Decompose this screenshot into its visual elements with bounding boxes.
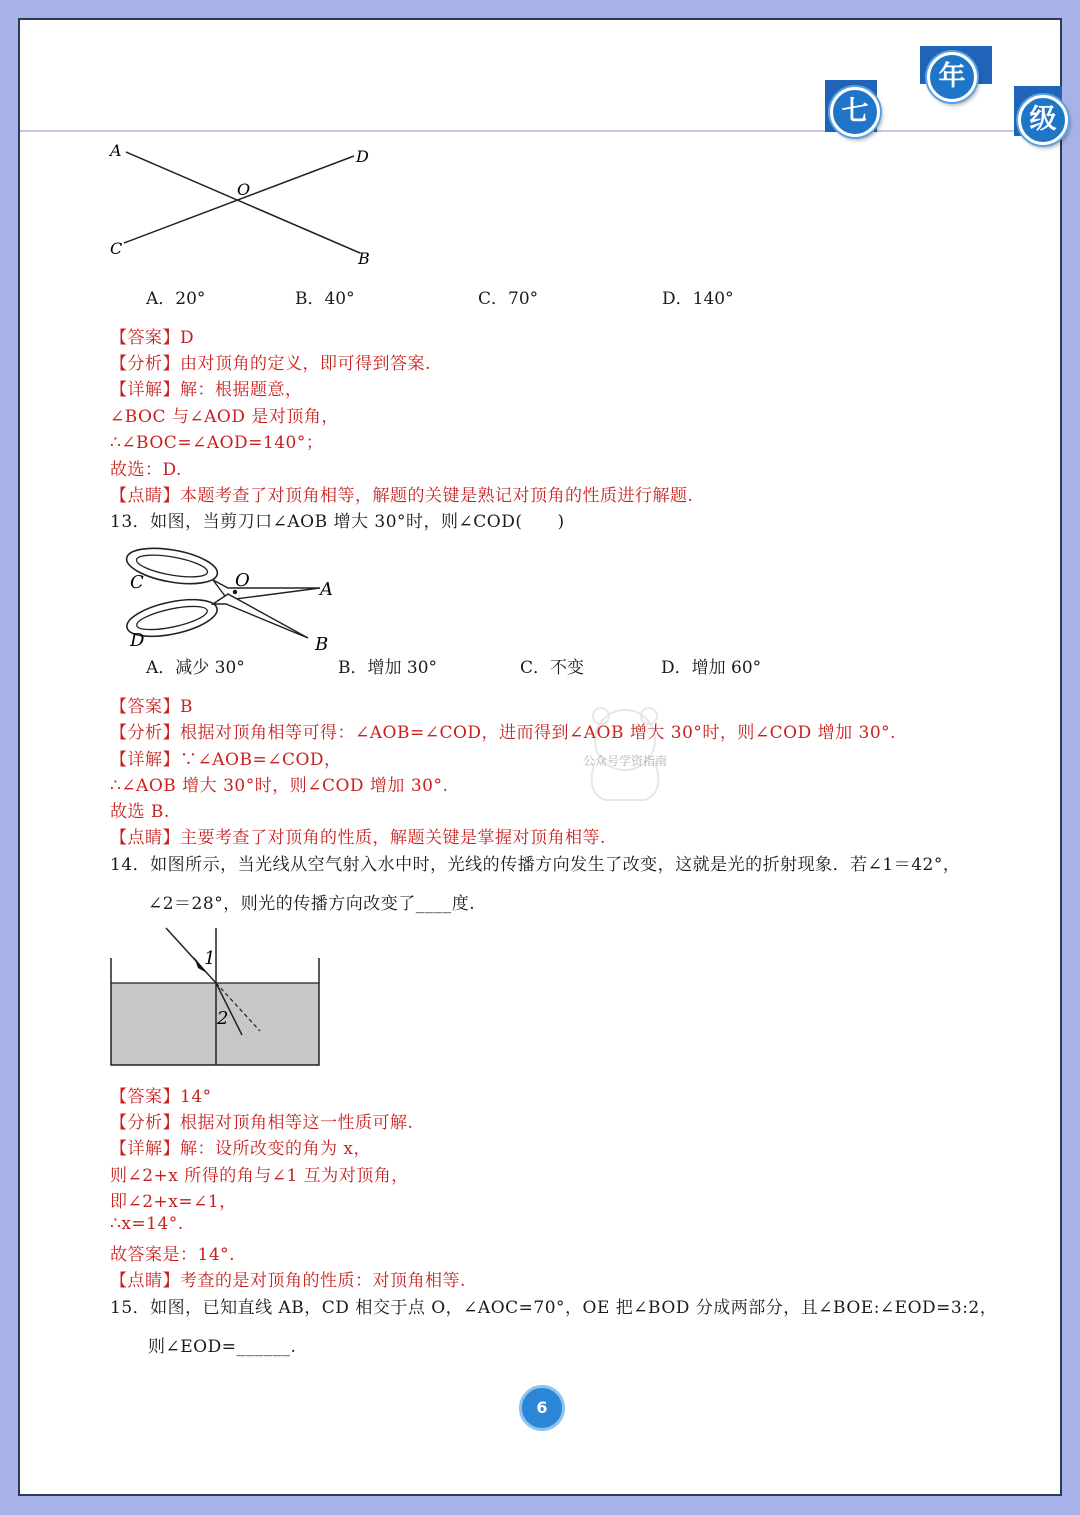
q13-label-b: B	[315, 634, 329, 655]
document-page	[18, 18, 1062, 1496]
q13-detail-line1: ∴∠AOB 增大 30°时，则∠COD 增加 30°.	[110, 776, 449, 796]
q12-label-a: A	[110, 141, 122, 160]
grade-char-level: 级	[1018, 95, 1068, 145]
q13-option-b: B．增加 30°	[338, 658, 438, 678]
q13-answer: 【答案】B	[110, 697, 193, 717]
header-rule	[20, 130, 1060, 132]
q15-stem-line2: 则∠EOD=______.	[148, 1337, 297, 1357]
q13-detail: 【详解】∵∠AOB=∠COD，	[110, 750, 342, 770]
q12-option-b: B．40°	[295, 289, 355, 309]
q13-label-d: D	[130, 630, 145, 651]
grade-char-seven: 七	[830, 87, 880, 137]
q12-detail-line3: 故选：D.	[110, 460, 182, 480]
q13-analysis: 【分析】根据对顶角相等可得：∠AOB=∠COD，进而得到∠AOB 增大 30°时，则∠COD 增加 30°.	[110, 723, 897, 743]
q14-stem-line1: 14．如图所示，当光线从空气射入水中时，光线的传播方向发生了改变，这就是光的折射现象．若∠1＝42°，	[110, 855, 961, 875]
q12-label-o: O	[237, 180, 251, 199]
q14-analysis: 【分析】根据对顶角相等这一性质可解.	[110, 1113, 414, 1133]
q12-detail-line2: ∴∠BOC=∠AOD=140°；	[110, 433, 324, 453]
q12-comment: 【点睛】本题考查了对顶角相等，解题的关键是熟记对顶角的性质进行解题.	[110, 486, 694, 506]
q15-stem-line1: 15．如图，已知直线 AB，CD 相交于点 O，∠AOC=70°，OE 把∠BOD 分成两部分，且∠BOE:∠EOD=3:2，	[110, 1298, 998, 1318]
q12-option-c: C．70°	[478, 289, 539, 309]
q14-detail-line3: ∴x=14°.	[110, 1214, 184, 1234]
q13-option-a: A．减少 30°	[146, 658, 245, 678]
q13-scissors-figure	[108, 542, 338, 655]
q14-comment: 【点睛】考查的是对顶角的性质：对顶角相等.	[110, 1271, 466, 1291]
q14-detail-line1: 则∠2+x 所得的角与∠1 互为对顶角，	[110, 1166, 409, 1186]
q12-option-a: A．20°	[146, 289, 206, 309]
q14-angle-1-label: 1	[204, 948, 216, 969]
q12-detail: 【详解】解：根据题意，	[110, 380, 303, 400]
q12-option-d: D．140°	[662, 289, 734, 309]
q14-detail-line4: 故答案是：14°.	[110, 1245, 236, 1265]
grade-char-year: 年	[927, 52, 977, 102]
q13-label-a: A	[320, 579, 333, 600]
q13-option-c: C．不变	[520, 658, 585, 678]
watermark-text: 公众号学资指南	[583, 754, 668, 768]
q12-label-d: D	[356, 147, 369, 166]
q13-label-c: C	[130, 572, 144, 593]
q12-answer: 【答案】D	[110, 328, 195, 348]
q14-answer: 【答案】14°	[110, 1087, 212, 1107]
q12-intersecting-lines-figure	[106, 142, 376, 272]
q13-option-d: D．增加 60°	[661, 658, 762, 678]
page-number: 6	[519, 1385, 565, 1431]
q14-detail-line2: 即∠2+x=∠1，	[110, 1192, 237, 1212]
q12-label-c: C	[110, 239, 123, 258]
q12-detail-line1: ∠BOC 与∠AOD 是对顶角，	[110, 407, 339, 427]
q12-label-b: B	[358, 249, 370, 268]
q13-detail-line2: 故选 B.	[110, 802, 170, 822]
q14-detail: 【详解】解：设所改变的角为 x，	[110, 1139, 371, 1159]
q14-stem-line2: ∠2＝28°，则光的传播方向改变了____度.	[148, 894, 476, 914]
q14-angle-2-label: 2	[217, 1008, 229, 1029]
q13-comment: 【点睛】主要考查了对顶角的性质，解题关键是掌握对顶角相等.	[110, 828, 606, 848]
q13-stem: 13．如图，当剪刀口∠AOB 增大 30°时，则∠COD( )	[110, 512, 565, 532]
q14-refraction-figure	[108, 923, 328, 1073]
q12-analysis: 【分析】由对顶角的定义，即可得到答案.	[110, 354, 431, 374]
q13-label-o: O	[235, 570, 250, 591]
